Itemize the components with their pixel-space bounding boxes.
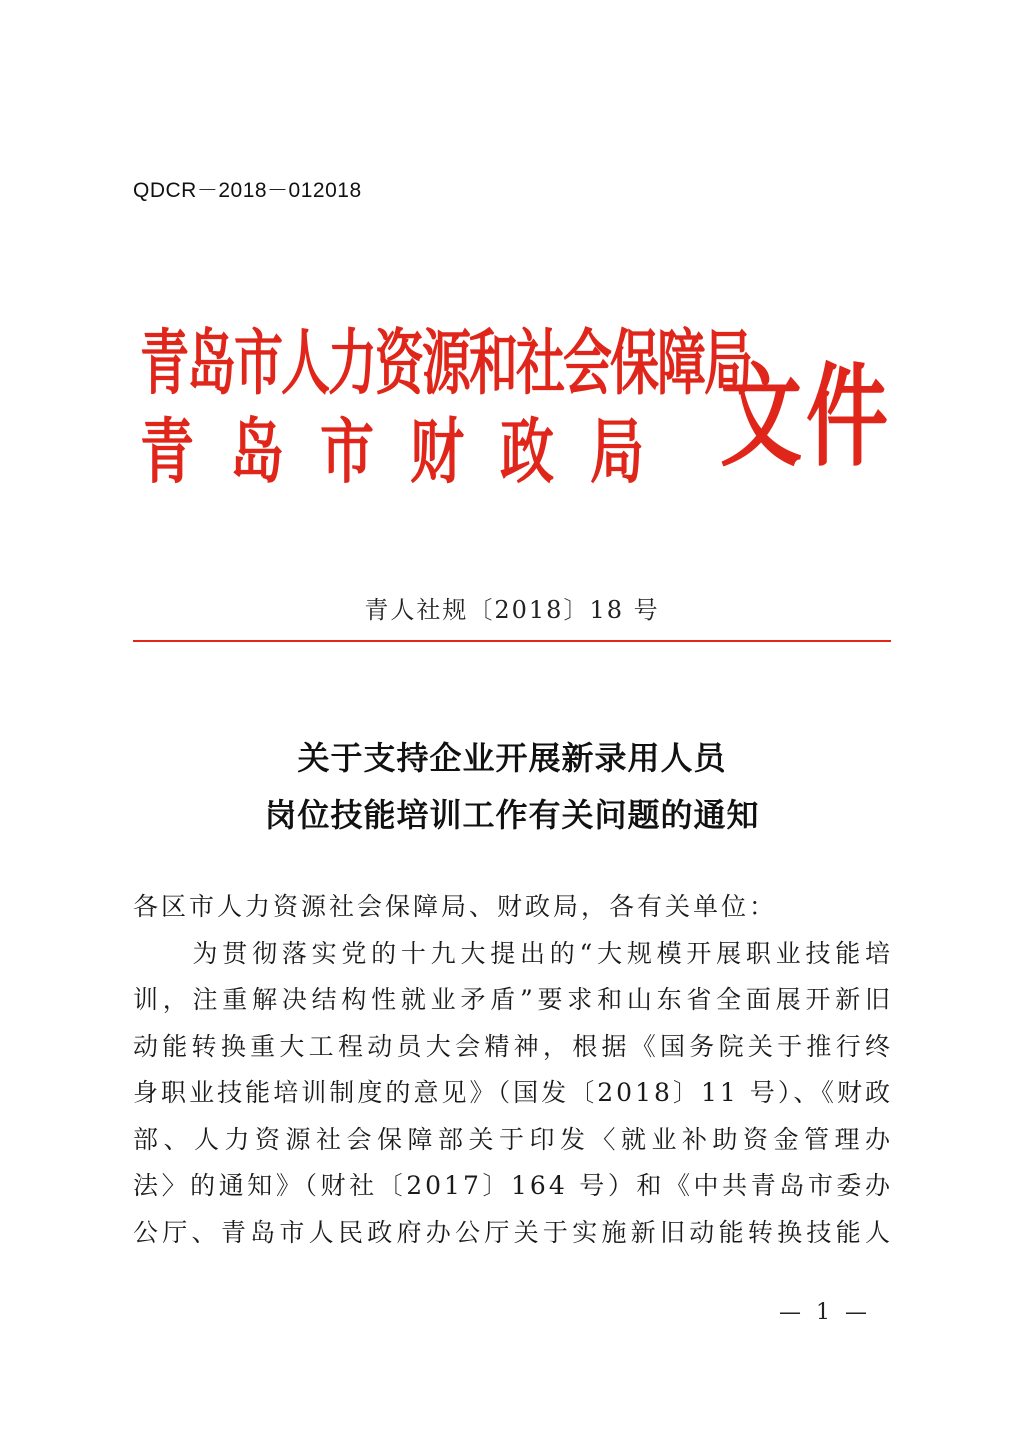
title-line-1: 关于支持企业开展新录用人员: [297, 739, 727, 777]
body-line: 动能转换重大工程动员大会精神，根据《国务院关于推行终: [133, 1031, 893, 1061]
document-code: QDCR－2018－012018: [133, 179, 362, 202]
notice-title: [0, 730, 1024, 844]
issuer-hr-bureau: 青岛市人力资源和社会保障局: [140, 320, 752, 405]
letterhead-suffix: 文件: [720, 352, 893, 483]
body-line: 为贯彻落实党的十九大提出的“大规模开展职业技能培: [133, 938, 893, 968]
body-line: 部、人力资源社会保障部关于印发〈就业补助资金管理办: [133, 1124, 893, 1154]
body-text: [133, 884, 893, 1256]
salutation: 各区市人力资源社会保障局、财政局，各有关单位：: [133, 892, 778, 921]
body-line: 公厅、青岛市人民政府办公厅关于实施新旧动能转换技能人: [133, 1217, 893, 1247]
body-line: 训，注重解决结构性就业矛盾”要求和山东省全面展开新旧: [133, 985, 893, 1014]
issuer-finance-bureau: 青岛市财政局: [140, 409, 680, 493]
letterhead-issuers: [140, 320, 752, 493]
red-divider: [133, 640, 891, 642]
body-line: 身职业技能培训制度的意见》（国发〔2018〕11 号）、《财政: [133, 1078, 893, 1107]
title-line-2: 岗位技能培训工作有关问题的通知: [264, 796, 760, 834]
body-line: 法〉的通知》（财社〔2017〕164 号）和《中共青岛市委办: [133, 1171, 893, 1200]
document-number: 青人社规〔2018〕18 号: [364, 596, 660, 624]
page-number: — 1 —: [779, 1300, 871, 1325]
